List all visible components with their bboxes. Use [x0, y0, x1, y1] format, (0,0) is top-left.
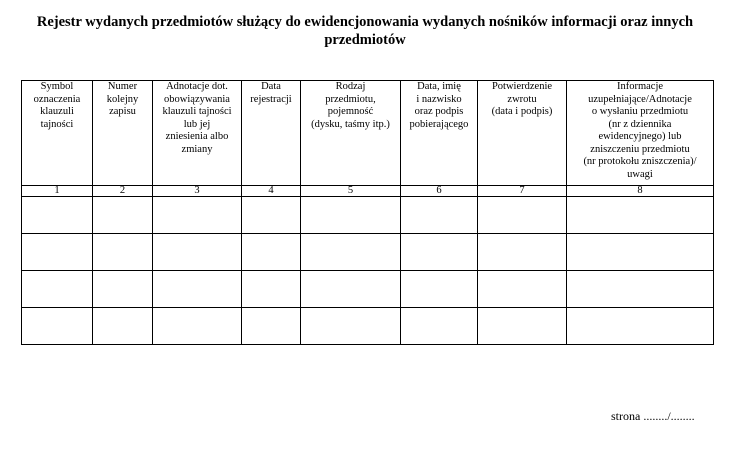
- entry-cell[interactable]: [478, 197, 567, 234]
- column-number: 1: [22, 186, 93, 197]
- column-number: 4: [242, 186, 301, 197]
- column-number: 3: [153, 186, 242, 197]
- entry-cell[interactable]: [242, 197, 301, 234]
- entry-cell[interactable]: [242, 308, 301, 345]
- entry-cell[interactable]: [301, 308, 401, 345]
- column-number: 7: [478, 186, 567, 197]
- entry-cell[interactable]: [401, 271, 478, 308]
- page-number-field: strona ......../........: [611, 409, 695, 423]
- entry-cell[interactable]: [401, 197, 478, 234]
- entry-cell[interactable]: [22, 197, 93, 234]
- entry-cell[interactable]: [93, 197, 153, 234]
- document-title: [20, 13, 710, 49]
- entry-cell[interactable]: [401, 308, 478, 345]
- entry-cell[interactable]: [22, 234, 93, 271]
- header-potwierdzenie-zwrotu: Potwierdzenie zwrotu (data i podpis): [478, 81, 567, 186]
- column-number-row: [22, 186, 714, 197]
- entry-cell[interactable]: [153, 308, 242, 345]
- header-data-rejestracji: Data rejestracji: [242, 81, 301, 186]
- entry-cell[interactable]: [93, 234, 153, 271]
- entry-cell[interactable]: [301, 197, 401, 234]
- entry-cell[interactable]: [93, 271, 153, 308]
- table-row: [22, 197, 714, 234]
- table-row: [22, 234, 714, 271]
- register-table: [21, 80, 714, 345]
- table-row: [22, 271, 714, 308]
- header-pobierajacy: Data, imię i nazwisko oraz podpis pobierającego: [401, 81, 478, 186]
- entry-cell[interactable]: [567, 234, 714, 271]
- header-rodzaj-przedmiotu: Rodzaj przedmiotu, pojemność (dysku, taśmy itp.): [301, 81, 401, 186]
- entry-cell[interactable]: [567, 197, 714, 234]
- column-number: 2: [93, 186, 153, 197]
- entry-cell[interactable]: [153, 234, 242, 271]
- title-line-1: Rejestr wydanych przedmiotów służący do ewidencjonowania wydanych nośników informacji oraz innych: [36, 14, 694, 30]
- entry-cell[interactable]: [22, 308, 93, 345]
- entry-cell[interactable]: [301, 271, 401, 308]
- header-informacje-uzupelniajace: Informacje uzupełniające/Adnotacje o wysłaniu przedmiotu (nr z dziennika ewidencyjnego) lub zniszczeniu przedmiotu (nr protokołu zniszczenia)/ uwagi: [567, 81, 714, 186]
- entry-cell[interactable]: [401, 234, 478, 271]
- entry-cell[interactable]: [22, 271, 93, 308]
- entry-cell[interactable]: [153, 271, 242, 308]
- header-numer: Numer kolejny zapisu: [93, 81, 153, 186]
- column-number: 6: [401, 186, 478, 197]
- header-symbol: Symbol oznaczenia klauzuli tajności: [22, 81, 93, 186]
- entry-cell[interactable]: [242, 271, 301, 308]
- entry-rows: [22, 197, 714, 345]
- entry-cell[interactable]: [242, 234, 301, 271]
- entry-cell[interactable]: [567, 271, 714, 308]
- header-row: [22, 81, 714, 186]
- title-line-2: przedmiotów: [324, 32, 406, 48]
- entry-cell[interactable]: [93, 308, 153, 345]
- entry-cell[interactable]: [301, 234, 401, 271]
- entry-cell[interactable]: [478, 308, 567, 345]
- column-number: 8: [567, 186, 714, 197]
- entry-cell[interactable]: [478, 234, 567, 271]
- header-adnotacje: Adnotacje dot. obowiązywania klauzuli tajności lub jej zniesienia albo zmiany: [153, 81, 242, 186]
- entry-cell[interactable]: [567, 308, 714, 345]
- entry-cell[interactable]: [153, 197, 242, 234]
- column-number: 5: [301, 186, 401, 197]
- table-row: [22, 308, 714, 345]
- entry-cell[interactable]: [478, 271, 567, 308]
